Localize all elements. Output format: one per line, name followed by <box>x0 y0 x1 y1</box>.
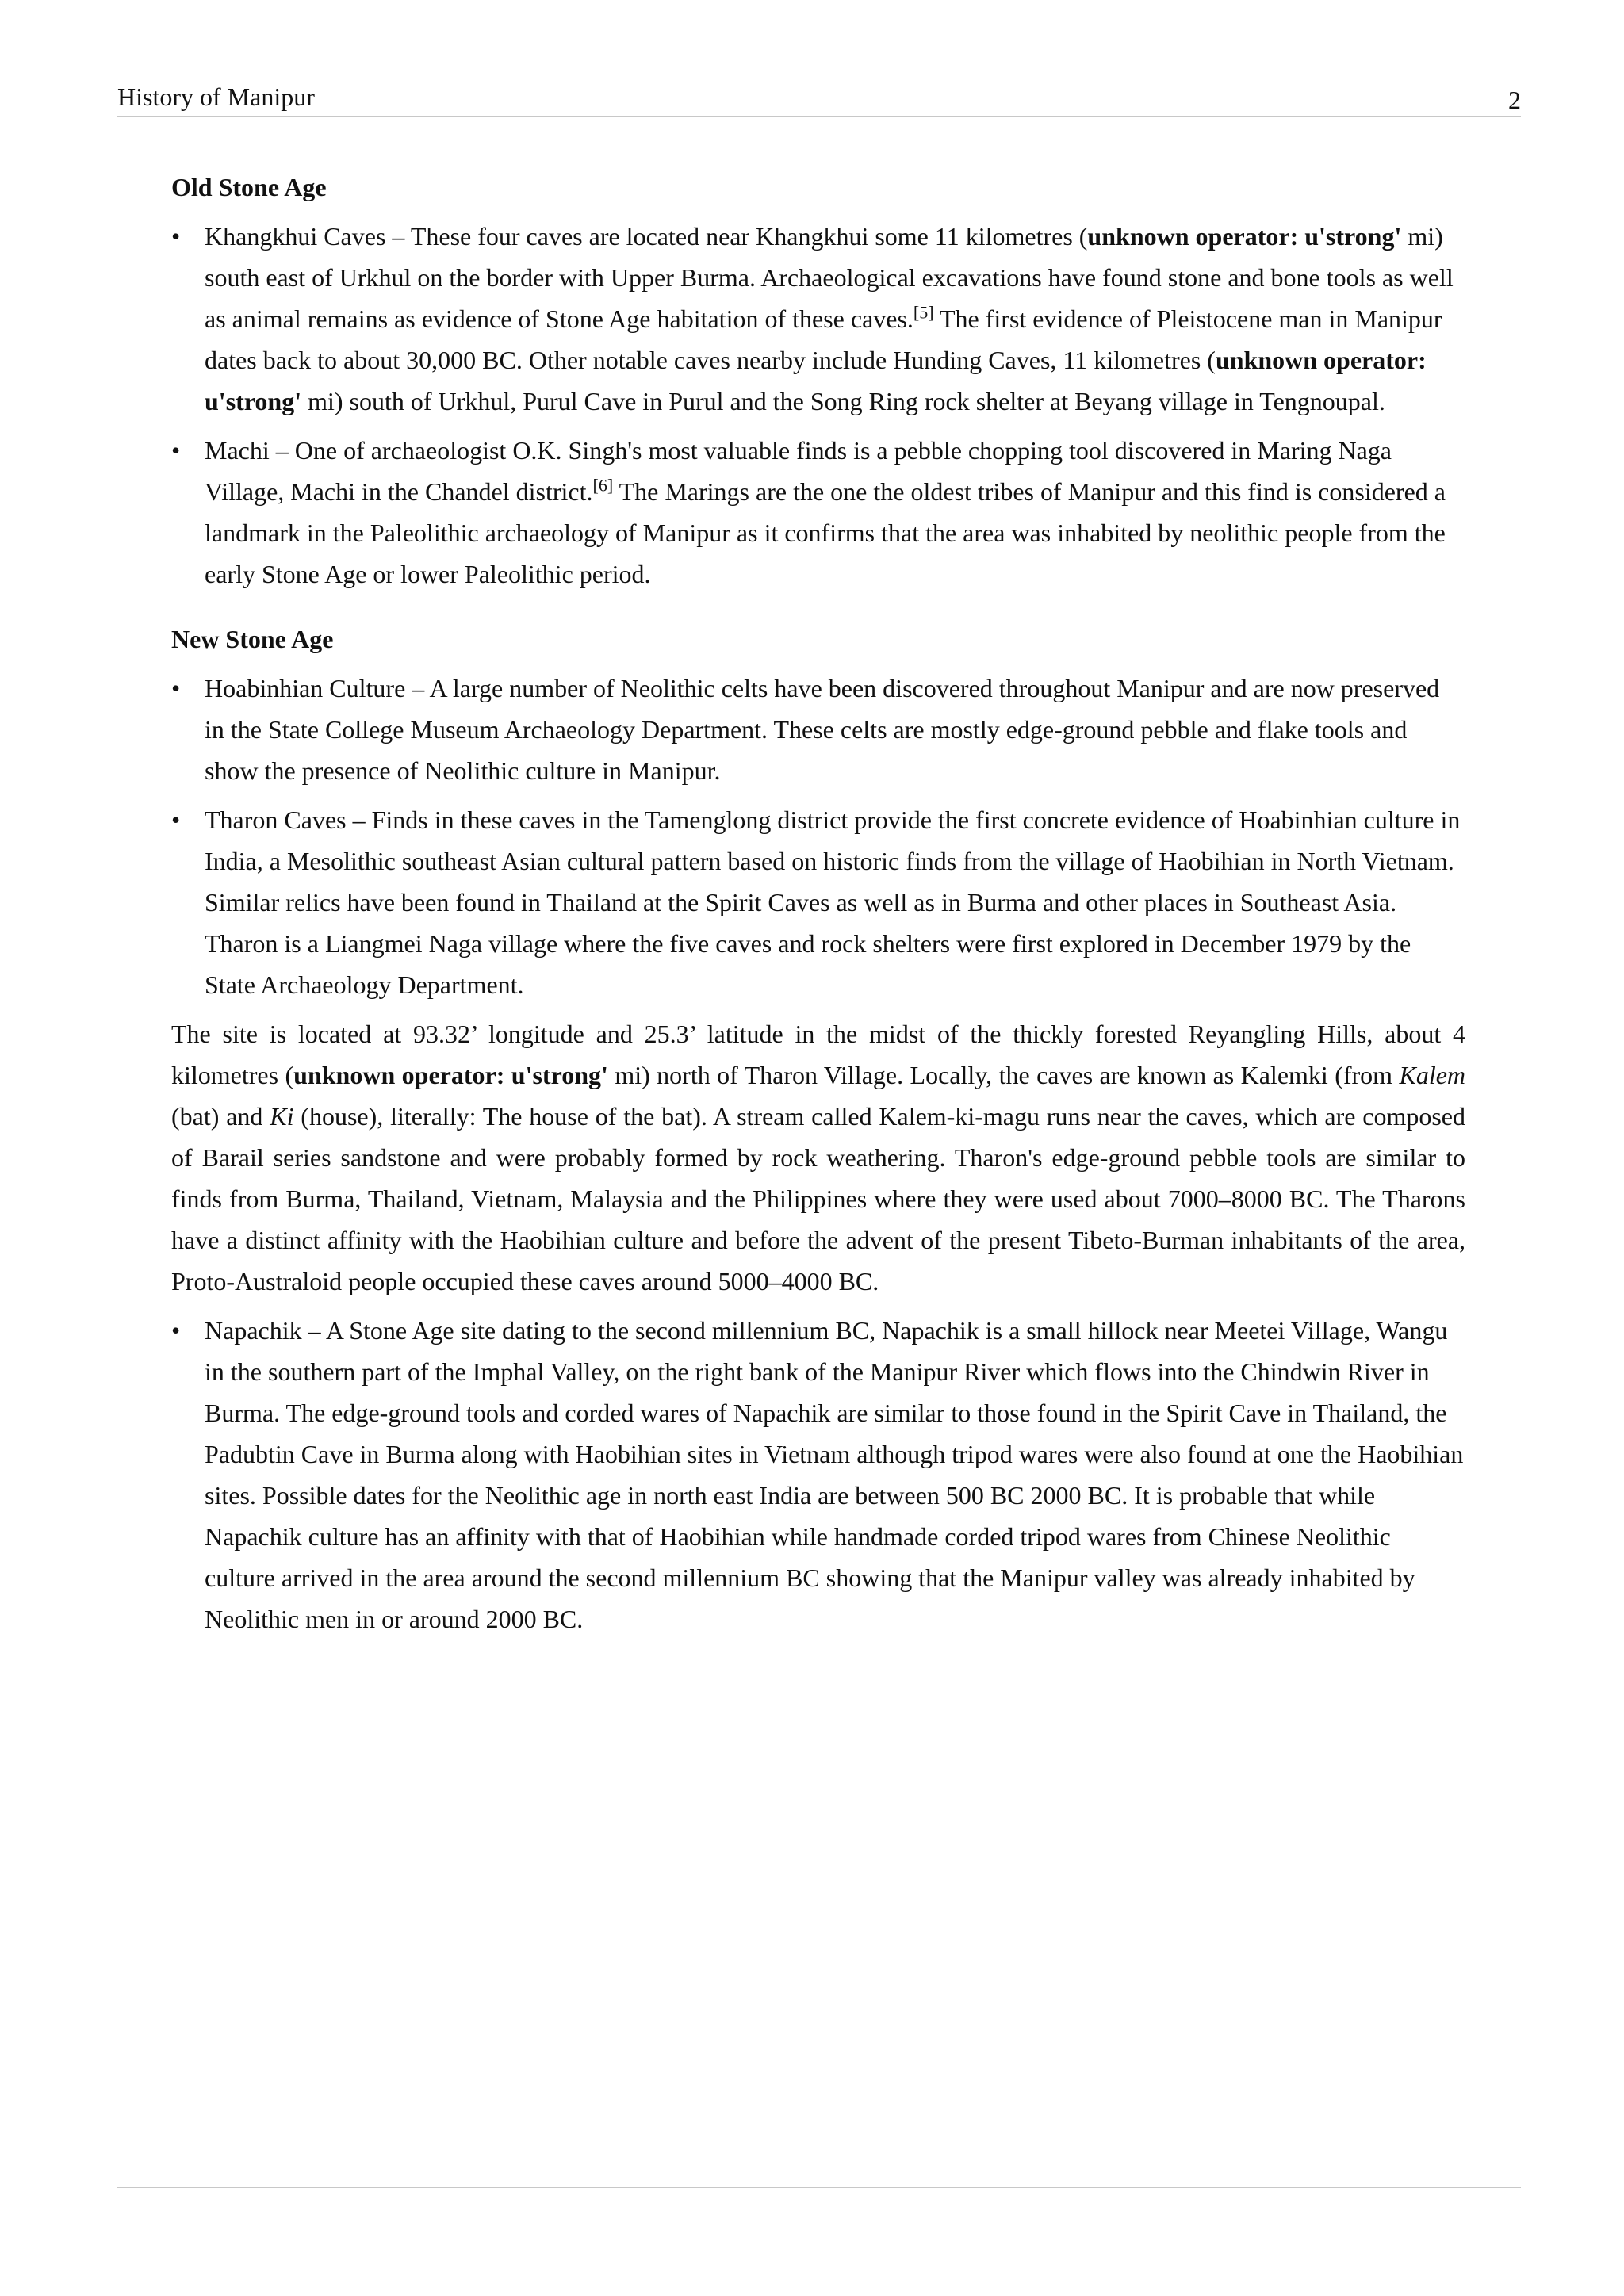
item-name: Khangkhui Caves <box>205 222 386 251</box>
item-text: A Stone Age site dating to the second millennium BC, Napachik is a small hillock near Meetei Village, Wangu in the southern part of the Imphal Valley, on the right bank of the Manipur River which flows into the Chindwin River in Burma. The edge-ground tools and corded wares of Napachik are similar to those found in the Spirit Cave in Thailand, the Padubtin Cave in Burma along with Haobihian sites in Vietnam although tripod wares were also found at one the Haobihian sites. Possible dates for the Neolithic age in north east India are between 500 BC 2000 BC. It is probable that while Napachik culture has an affinity with that of Haobihian while handmade corded tripod wares from Chinese Neolithic culture arrived in the area around the second millennium BC showing that the Manipur valley was already inhabited by Neolithic men in or around 2000 BC. <box>205 1316 1464 1633</box>
new-stone-age-list <box>171 668 1465 1005</box>
footer-rule <box>117 2187 1521 2188</box>
item-name: Napachik <box>205 1316 302 1345</box>
tharon-site-paragraph <box>171 1013 1465 1302</box>
item-text: Finds in these caves in the Tamenglong district provide the first concrete evidence of Hoabinhian culture in India, a Mesolithic southeast Asian cultural pattern based on historic finds from the village of Haobihian in North Vietnam. Similar relics have been found in Thailand at the Spirit Caves as well as in Burma and other places in Southeast Asia. Tharon is a Liangmei Naga village where the five caves and rock shelters were first explored in December 1979 by the State Archaeology Department. <box>205 806 1461 999</box>
page-header <box>117 78 1521 117</box>
em-dash: – <box>269 436 295 465</box>
page-number: 2 <box>1508 86 1521 114</box>
list-item-napachik <box>171 1310 1465 1640</box>
bullet-icon: • <box>171 1316 181 1345</box>
conversion-error: unknown operator: u'strong' <box>205 346 1427 415</box>
paragraph-text: (bat) and <box>171 1102 270 1131</box>
bullet-icon: • <box>171 674 181 702</box>
article-body <box>171 166 1465 1647</box>
italic-term-kalem: Kalem <box>1399 1061 1466 1089</box>
bullet-icon: • <box>171 222 181 251</box>
item-text: mi) south east of Urkhul on the border with Upper Burma. Archaeological excavations have found stone and bone tools as well as animal remains as evidence of Stone Age habitation of these caves. <box>205 222 1454 333</box>
item-text: These four caves are located near Khangkhui some 11 kilometres ( <box>410 222 1088 251</box>
item-text: The first evidence of Pleistocene man in Manipur dates back to about 30,000 BC. Other notable caves nearby include Hunding Caves, 11 kilometres ( <box>205 304 1442 374</box>
section-heading-new-stone-age: New Stone Age <box>171 625 334 653</box>
new-stone-age-list-continued <box>171 1310 1465 1640</box>
paragraph-text: (house), literally: The house of the bat). A stream called Kalem-ki-magu runs near the caves, which are composed of Barail series sandstone and were probably formed by rock weathering. Tharon's edge-ground pebble tools are similar to finds from Burma, Thailand, Vietnam, Malaysia and the Philippines where they were used about 7000–8000 BC. The Tharons have a distinct affinity with the Haobihian culture and before the advent of the present Tibeto-Burman inhabitants of the area, Proto-Australoid people occupied these caves around 5000–4000 BC. <box>171 1102 1465 1295</box>
section-heading-old-stone-age: Old Stone Age <box>171 173 327 201</box>
item-name: Machi <box>205 436 270 465</box>
item-text: One of archaeologist O.K. Singh's most valuable finds is a pebble chopping tool discovered in Maring Naga Village, Machi in the Chandel district. <box>205 436 1392 506</box>
paragraph-text: The site is located at 93.32’ longitude and 25.3’ latitude in the midst of the thickly forested Reyangling Hills, about 4 kilometres ( <box>171 1020 1465 1089</box>
item-text: mi) south of Urkhul, Purul Cave in Purul and the Song Ring rock shelter at Beyang village in Tengnoupal. <box>301 387 1385 415</box>
paragraph-text: mi) north of Tharon Village. Locally, the caves are known as Kalemki (from <box>607 1061 1400 1089</box>
conversion-error: unknown operator: u'strong' <box>1087 222 1402 251</box>
running-title: History of Manipur <box>117 82 315 111</box>
bullet-icon: • <box>171 806 181 834</box>
list-item-khangkhui-caves <box>171 216 1465 422</box>
item-text: The Marings are the one the oldest tribes of Manipur and this find is considered a landmark in the Paleolithic archaeology of Manipur as it confirms that the area was inhabited by neolithic people from the early Stone Age or lower Paleolithic period. <box>205 477 1446 588</box>
item-text: A large number of Neolithic celts have been discovered throughout Manipur and are now preserved in the State College Museum Archaeology Department. These celts are mostly edge-ground pebble and flake tools and show the presence of Neolithic culture in Manipur. <box>205 674 1440 785</box>
bullet-icon: • <box>171 436 181 465</box>
item-name: Tharon Caves <box>205 806 347 834</box>
old-stone-age-list <box>171 216 1465 595</box>
em-dash: – <box>346 806 372 834</box>
reference-link[interactable]: [5] <box>913 302 934 323</box>
list-item-tharon-caves <box>171 799 1465 1005</box>
item-name: Hoabinhian Culture <box>205 674 406 702</box>
em-dash: – <box>301 1316 326 1345</box>
em-dash: – <box>385 222 411 251</box>
italic-term-ki: Ki <box>270 1102 294 1131</box>
list-item-machi <box>171 430 1465 595</box>
em-dash: – <box>405 674 430 702</box>
conversion-error: unknown operator: u'strong' <box>293 1061 608 1089</box>
reference-link[interactable]: [6] <box>592 475 614 496</box>
list-item-hoabinhian-culture <box>171 668 1465 791</box>
